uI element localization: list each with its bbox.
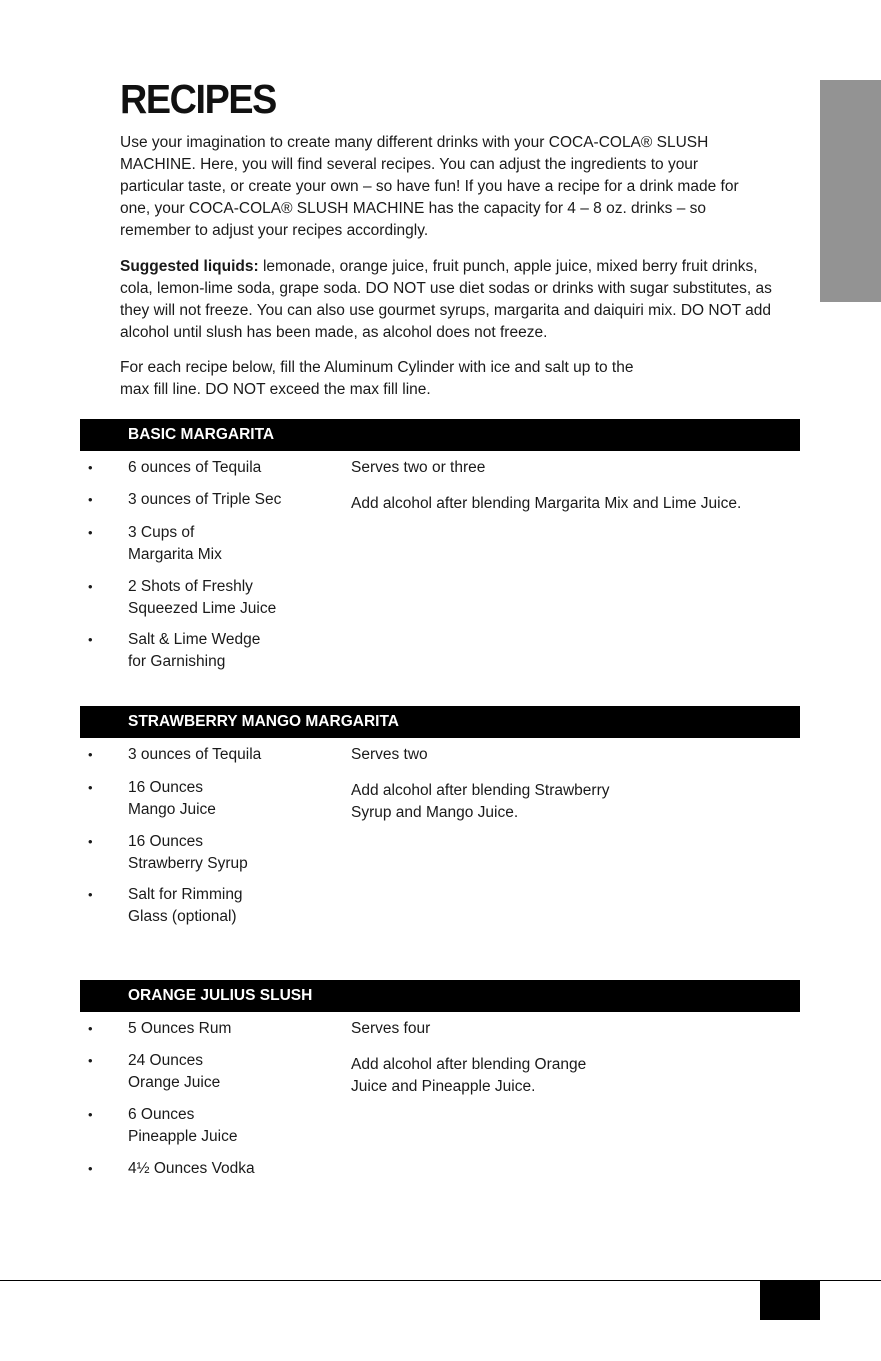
ingredient-item: 4½ Ounces Vodka bbox=[128, 1160, 255, 1177]
ingredient-item: 3 ounces of Triple Sec bbox=[128, 491, 282, 508]
fill-note-paragraph: For each recipe below, fill the Aluminum Cylinder with ice and salt up to the max fill line. DO NOT exceed the max fill line. bbox=[120, 359, 634, 398]
page-number-box bbox=[760, 1281, 820, 1320]
bullet-icon: • bbox=[88, 1021, 93, 1036]
ingredient-item: 3 Cups of Margarita Mix bbox=[128, 524, 222, 563]
recipe-header-basic-margarita: BASIC MARGARITA bbox=[80, 419, 800, 451]
suggested-liquids-label: Suggested liquids: bbox=[120, 258, 259, 275]
intro-paragraph: Use your imagination to create many different drinks with your COCA-COLA® SLUSH MACHINE. Here, you will find several recipes. You can adjust the ingredients to your particular taste, or create your own – so have fun! If you have a recipe for a drink made for one, your COCA-COLA® SLUSH MACHINE has the capacity for 4 – 8 oz. drinks – so remember to adjust your recipes accordingly. bbox=[120, 134, 739, 239]
page-title: RECIPES bbox=[120, 76, 276, 122]
ingredient-item: Salt & Lime Wedge for Garnishing bbox=[128, 631, 261, 670]
ingredient-item: 3 ounces of Tequila bbox=[128, 746, 262, 763]
ingredient-item: 6 Ounces Pineapple Juice bbox=[128, 1106, 238, 1145]
recipe-header-orange-julius-slush: ORANGE JULIUS SLUSH bbox=[80, 980, 800, 1012]
suggested-liquids-paragraph bbox=[120, 256, 780, 344]
bullet-icon: • bbox=[88, 1161, 93, 1176]
suggested-liquids-text: lemonade, orange juice, fruit punch, apple juice, mixed berry fruit drinks, cola, lemon-lime soda, grape soda. DO NOT use diet sodas or drinks with sugar substitutes, as they will not freeze. You can also use gourmet syrups, margarita and daiquiri mix. DO NOT add alcohol until slush has been made, as alcohol does not freeze. bbox=[120, 258, 772, 341]
bullet-icon: • bbox=[88, 834, 93, 849]
ingredient-item: 16 Ounces Strawberry Syrup bbox=[128, 833, 248, 872]
ingredient-item: 5 Ounces Rum bbox=[128, 1020, 232, 1037]
ingredient-item: 16 Ounces Mango Juice bbox=[128, 779, 216, 818]
bullet-icon: • bbox=[88, 525, 93, 540]
bullet-icon: • bbox=[88, 460, 93, 475]
ingredient-item: 24 Ounces Orange Juice bbox=[128, 1052, 221, 1091]
recipe-serves: Serves four bbox=[351, 1020, 431, 1037]
ingredient-item: 2 Shots of Freshly Squeezed Lime Juice bbox=[128, 578, 277, 617]
bullet-icon: • bbox=[88, 579, 93, 594]
bullet-icon: • bbox=[88, 887, 93, 902]
recipe-note: Add alcohol after blending Strawberry Syrup and Mango Juice. bbox=[351, 782, 610, 821]
bullet-icon: • bbox=[88, 492, 93, 507]
bullet-icon: • bbox=[88, 1053, 93, 1068]
ingredient-item: Salt for Rimming Glass (optional) bbox=[128, 886, 243, 925]
section-side-tab bbox=[820, 80, 881, 302]
bullet-icon: • bbox=[88, 632, 93, 647]
recipe-note: Add alcohol after blending Margarita Mix and Lime Juice. bbox=[351, 495, 742, 512]
ingredient-item: 6 ounces of Tequila bbox=[128, 459, 262, 476]
bullet-icon: • bbox=[88, 747, 93, 762]
footer-rule bbox=[0, 1280, 881, 1281]
bullet-icon: • bbox=[88, 780, 93, 795]
bullet-icon: • bbox=[88, 1107, 93, 1122]
recipe-note: Add alcohol after blending Orange Juice and Pineapple Juice. bbox=[351, 1056, 587, 1095]
recipe-serves: Serves two bbox=[351, 746, 428, 763]
recipe-serves: Serves two or three bbox=[351, 459, 486, 476]
recipe-header-strawberry-mango-margarita: STRAWBERRY MANGO MARGARITA bbox=[80, 706, 800, 738]
